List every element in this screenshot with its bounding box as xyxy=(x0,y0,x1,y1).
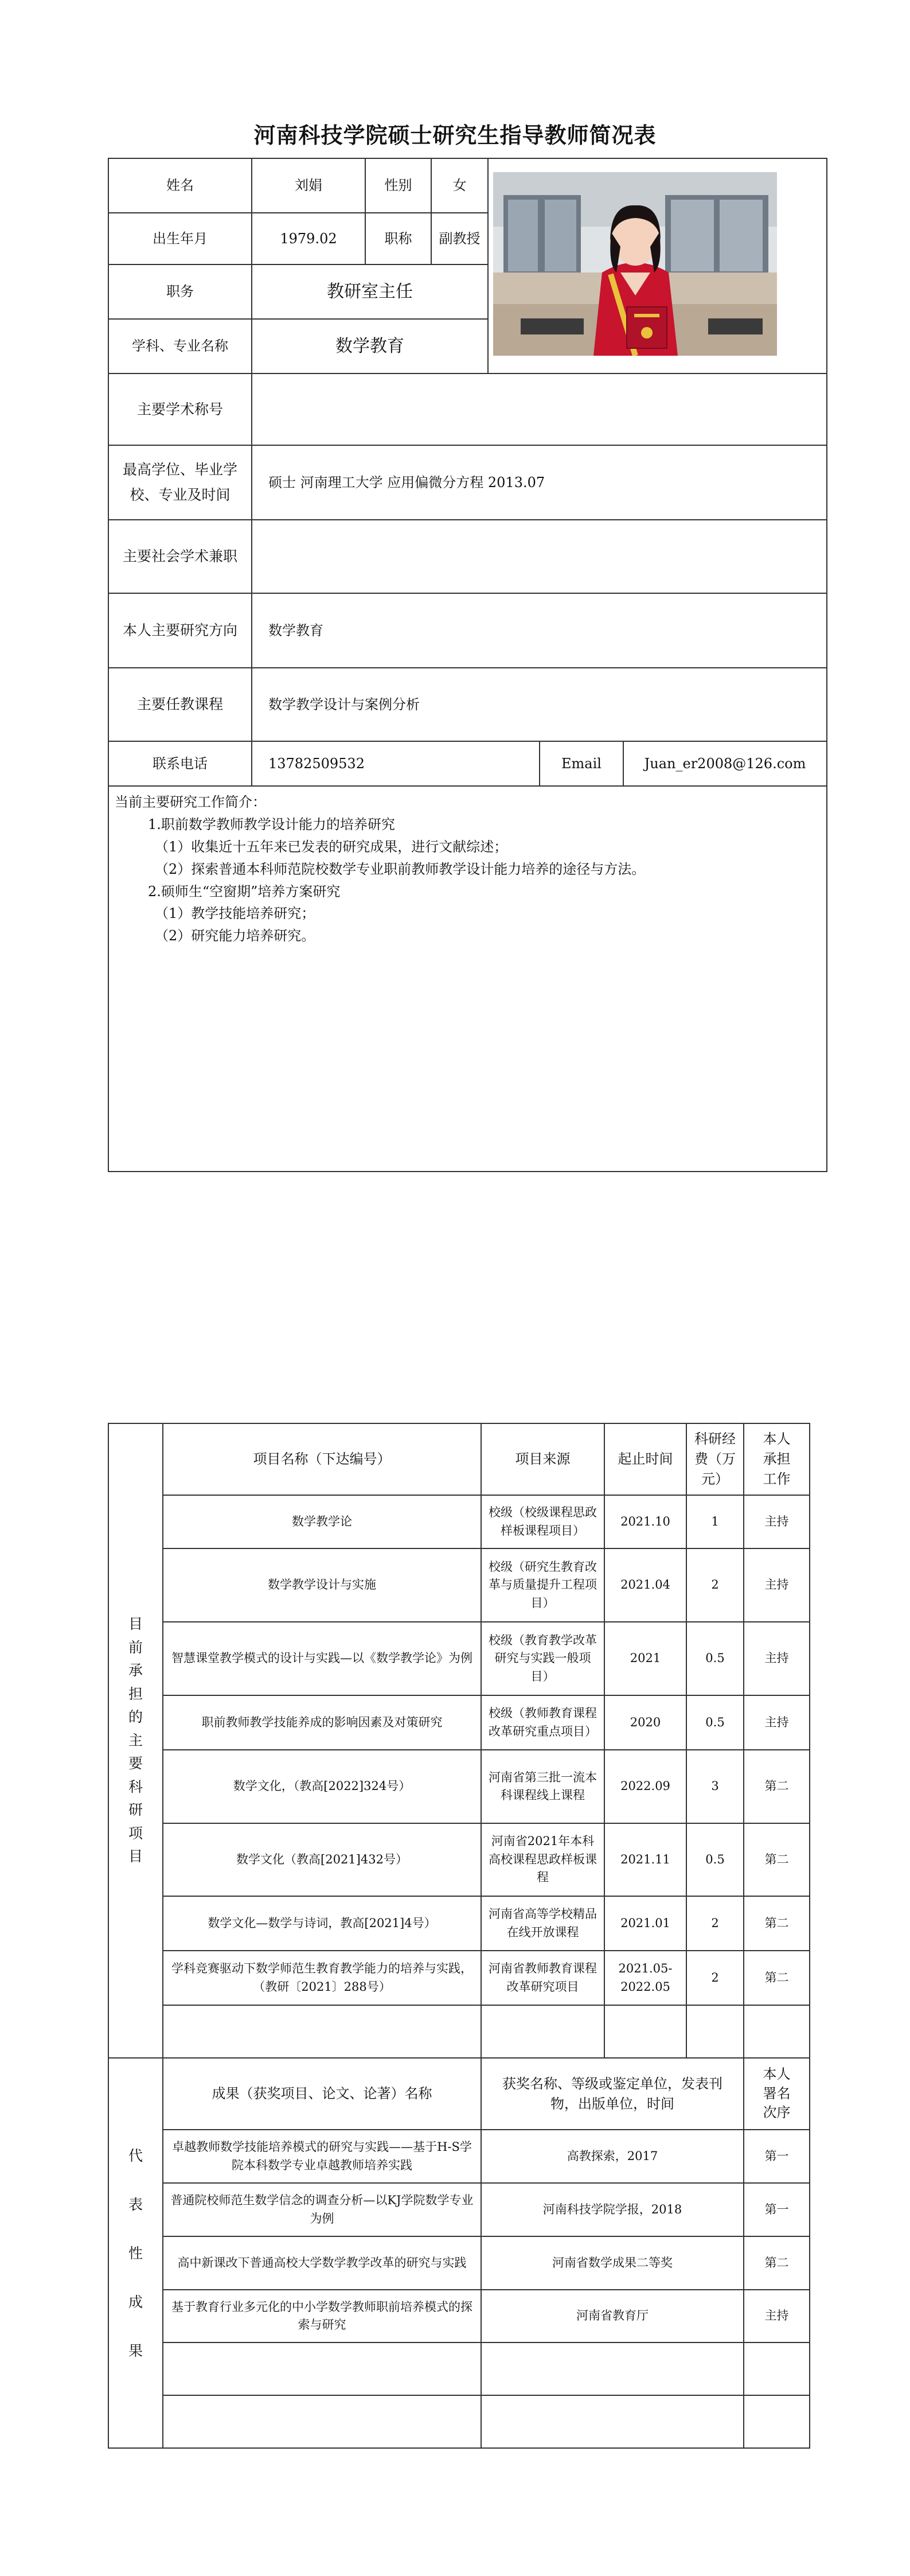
project-row-role: 主持 xyxy=(744,1495,810,1548)
education-label: 最高学位、毕业学校、专业及时间 xyxy=(108,445,252,520)
project-row-name: 数学教学设计与实施 xyxy=(163,1548,481,1622)
birth-value: 1979.02 xyxy=(252,213,365,264)
name-value: 刘娟 xyxy=(252,158,365,213)
phone-value: 13782509532 xyxy=(252,741,540,786)
project-row-role: 主持 xyxy=(744,1622,810,1695)
project-row-role: 主持 xyxy=(744,1548,810,1622)
intro-line: 1.职前数学教师教学设计能力的培养研究 xyxy=(148,816,395,832)
social-label: 主要社会学术兼职 xyxy=(108,520,252,593)
projects-header-funding: 科研经费（万元） xyxy=(686,1423,744,1495)
project-row-empty xyxy=(604,2005,686,2058)
project-row-name: 数学教学论 xyxy=(163,1495,481,1548)
intro-line: （1）教学技能培养研究； xyxy=(155,905,315,922)
intro-heading: 当前主要研究工作简介： xyxy=(115,794,266,810)
project-row-period: 2021.10 xyxy=(604,1495,686,1548)
project-row-name: 职前教师教学技能养成的影响因素及对策研究 xyxy=(163,1695,481,1750)
project-row-source: 校级（教育教学改革研究与实践一般项目） xyxy=(481,1622,604,1695)
project-row-period: 2021.11 xyxy=(604,1823,686,1896)
achievement-row-empty xyxy=(744,2342,810,2395)
achievement-row-name: 普通院校师范生数学信念的调查分析—以KJ学院数学专业为例 xyxy=(163,2183,481,2236)
achievements-header-source: 获奖名称、等级或鉴定单位，发表刊物，出版单位，时间 xyxy=(481,2058,744,2130)
project-row-period: 2021 xyxy=(604,1622,686,1695)
position-value: 教研室主任 xyxy=(252,264,488,319)
projects-side-label: 目前承担的主要科研项目 xyxy=(108,1423,163,2058)
project-row-name: 智慧课堂教学模式的设计与实践—以《数学教学论》为例 xyxy=(163,1622,481,1695)
project-row-empty xyxy=(744,2005,810,2058)
project-row-role: 主持 xyxy=(744,1695,810,1750)
page-title: 河南科技学院硕士研究生指导教师简况表 xyxy=(253,123,657,148)
project-row-period: 2021.01 xyxy=(604,1896,686,1951)
projects-header-role: 本人承担工作 xyxy=(744,1423,810,1495)
projects-header-period: 起止时间 xyxy=(604,1423,686,1495)
rank-value: 副教授 xyxy=(431,213,488,264)
gender-value: 女 xyxy=(431,158,488,213)
achievement-row-role: 第二 xyxy=(744,2236,810,2290)
phone-label: 联系电话 xyxy=(108,741,252,786)
research-intro xyxy=(108,786,827,1172)
achievement-row-source: 河南科技学院学报，2018 xyxy=(481,2183,744,2236)
project-row-funding: 2 xyxy=(686,1951,744,2005)
project-row-source: 河南省2021年本科高校课程思政样板课程 xyxy=(481,1823,604,1896)
project-row-empty xyxy=(163,2005,481,2058)
project-row-funding: 0.5 xyxy=(686,1695,744,1750)
achievement-row-role: 第一 xyxy=(744,2130,810,2183)
email-value: Juan_er2008@126.com xyxy=(623,741,827,786)
birth-label: 出生年月 xyxy=(108,213,252,264)
research-label: 本人主要研究方向 xyxy=(108,593,252,668)
achievement-row-name: 卓越教师数学技能培养模式的研究与实践——基于H-S学院本科数学专业卓越教师培养实践 xyxy=(163,2130,481,2183)
achievement-row-empty xyxy=(163,2395,481,2448)
courses-label: 主要任教课程 xyxy=(108,668,252,741)
achievement-row-name: 高中新课改下普通高校大学数学教学改革的研究与实践 xyxy=(163,2236,481,2290)
achievement-row-empty xyxy=(481,2395,744,2448)
project-row-source: 校级（校级课程思政样板课程项目） xyxy=(481,1495,604,1548)
achievements-header-name: 成果（获奖项目、论文、论著）名称 xyxy=(163,2058,481,2130)
project-row-source: 校级（教师教育课程改革研究重点项目） xyxy=(481,1695,604,1750)
intro-line: 2.硕师生“空窗期”培养方案研究 xyxy=(148,883,341,900)
project-row-funding: 2 xyxy=(686,1548,744,1622)
project-row-funding: 0.5 xyxy=(686,1823,744,1896)
project-row-funding: 3 xyxy=(686,1750,744,1823)
project-row-period: 2021.05-2022.05 xyxy=(604,1951,686,2005)
project-row-role: 第二 xyxy=(744,1896,810,1951)
project-row-period: 2022.09 xyxy=(604,1750,686,1823)
projects-header-name: 项目名称（下达编号） xyxy=(163,1423,481,1495)
education-value: 硕士 河南理工大学 应用偏微分方程 2013.07 xyxy=(252,445,827,520)
project-row-period: 2021.04 xyxy=(604,1548,686,1622)
achievement-row-role: 主持 xyxy=(744,2290,810,2342)
academic-title-label: 主要学术称号 xyxy=(108,373,252,445)
project-row-name: 数学文化—数学与诗词，教高[2021]4号） xyxy=(163,1896,481,1951)
project-row-source: 河南省教师教育课程改革研究项目 xyxy=(481,1951,604,2005)
gender-label: 性别 xyxy=(365,158,431,213)
project-row-name: 数学文化（教高[2021]432号） xyxy=(163,1823,481,1896)
projects-header-source: 项目来源 xyxy=(481,1423,604,1495)
project-row-funding: 1 xyxy=(686,1495,744,1548)
photo-cell xyxy=(488,158,827,373)
social-value xyxy=(252,520,827,593)
project-row-source: 河南省第三批一流本科课程线上课程 xyxy=(481,1750,604,1823)
intro-line: （2）研究能力培养研究。 xyxy=(155,928,315,944)
achievement-row-empty xyxy=(481,2342,744,2395)
courses-value: 数学教学设计与案例分析 xyxy=(252,668,827,741)
portrait-photo xyxy=(493,172,823,356)
discipline-label: 学科、专业名称 xyxy=(108,319,252,373)
achievement-row-empty xyxy=(163,2342,481,2395)
intro-line: （2）探索普通本科师范院校数学专业职前教师教学设计能力培养的途径与方法。 xyxy=(155,861,646,877)
achievement-row-source: 河南省数学成果二等奖 xyxy=(481,2236,744,2290)
project-row-source: 校级（研究生教育改革与质量提升工程项目） xyxy=(481,1548,604,1622)
discipline-value: 数学教育 xyxy=(252,319,488,373)
rank-label: 职称 xyxy=(365,213,431,264)
research-value: 数学教育 xyxy=(252,593,827,668)
project-row-role: 第二 xyxy=(744,1951,810,2005)
intro-line: （1）收集近十五年来已发表的研究成果，进行文献综述； xyxy=(155,838,508,855)
project-row-funding: 0.5 xyxy=(686,1622,744,1695)
project-row-empty xyxy=(686,2005,744,2058)
project-row-empty xyxy=(481,2005,604,2058)
achievements-side-label: 代表性成果 xyxy=(108,2058,163,2448)
project-row-source: 河南省高等学校精品在线开放课程 xyxy=(481,1896,604,1951)
email-label: Email xyxy=(540,741,623,786)
project-row-funding: 2 xyxy=(686,1896,744,1951)
name-label: 姓名 xyxy=(108,158,252,213)
position-label: 职务 xyxy=(108,264,252,319)
project-row-role: 第二 xyxy=(744,1750,810,1823)
achievement-row-role: 第一 xyxy=(744,2183,810,2236)
academic-title-value xyxy=(252,373,827,445)
profile-table xyxy=(108,158,827,1172)
achievement-row-empty xyxy=(744,2395,810,2448)
project-row-period: 2020 xyxy=(604,1695,686,1750)
project-row-role: 第二 xyxy=(744,1823,810,1896)
achievement-row-name: 基于教育行业多元化的中小学数学教师职前培养模式的探索与研究 xyxy=(163,2290,481,2342)
achievement-row-source: 河南省教育厅 xyxy=(481,2290,744,2342)
projects-achievements-table xyxy=(108,1423,810,2449)
achievements-header-role: 本人署名次序 xyxy=(744,2058,810,2130)
achievement-row-source: 高教探索，2017 xyxy=(481,2130,744,2183)
project-row-name: 学科竞赛驱动下数学师范生教育教学能力的培养与实践，（教研〔2021〕288号） xyxy=(163,1951,481,2005)
project-row-name: 数学文化，（教高[2022]324号） xyxy=(163,1750,481,1823)
